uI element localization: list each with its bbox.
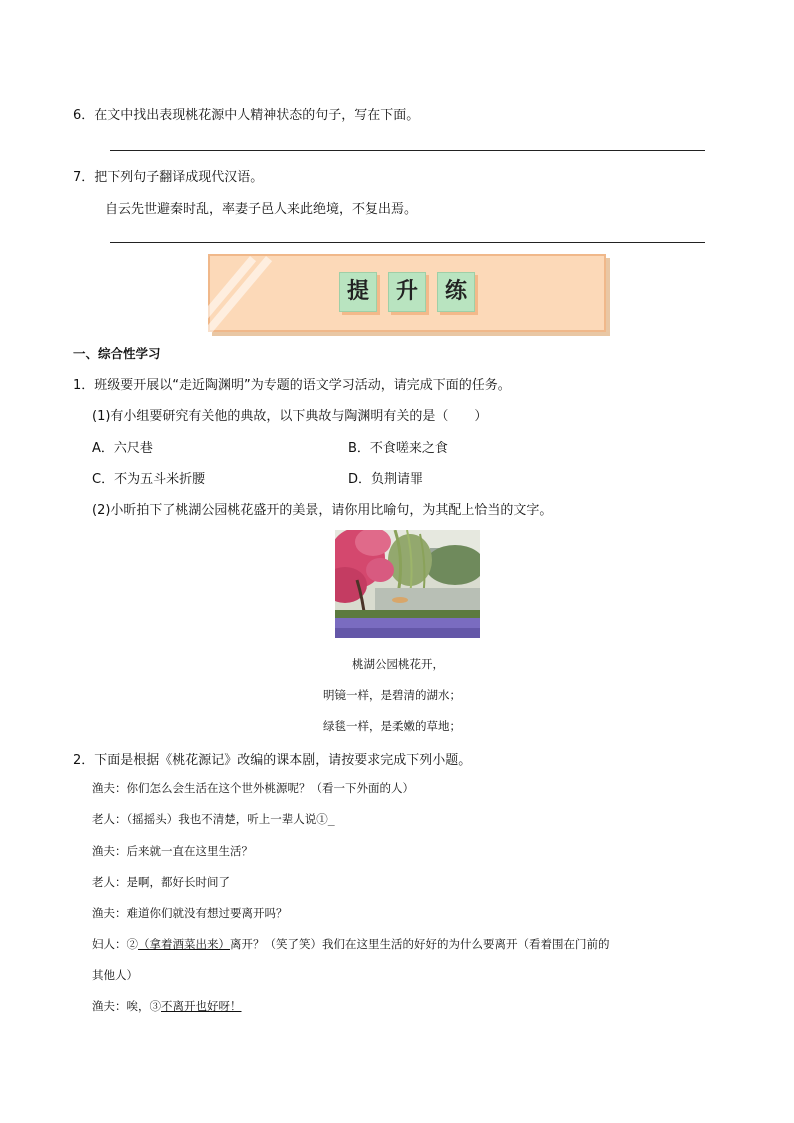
script-line-2 [92,811,335,827]
question-7 [73,166,263,185]
script-line-1: 渔夫：你们怎么会生活在这个世外桃源呢？（看一下外面的人） [92,781,414,795]
option-b[interactable]: B．不食嗟来之食 [348,441,448,456]
task-1-sub-2: (2)小昕拍下了桃湖公园桃花盛开的美景，请你用比喻句，为其配上恰当的文字。 [92,503,553,518]
question-7-sentence: 自云先世避秦时乱，率妻子邑人来此绝境，不复出焉。 [105,202,418,217]
script-line-3: 渔夫：后来就一直在这里生活？ [92,844,253,858]
script-line-6-speaker: 妇人：② [92,937,138,951]
task-2-text: 下面是根据《桃花源记》改编的课本剧，请按要求完成下列小题。 [94,753,472,768]
script-line-8-speaker: 渔夫：唉，③ [92,999,161,1013]
option-a[interactable]: A．六尺巷 [92,441,153,456]
task-1-text: 班级要开展以“走近陶渊明”为专题的语文学习活动，请完成下面的任务。 [94,378,511,393]
script-line-6-text: 离开？（笑了笑）我们在这里生活的好好的为什么要离开（看着围在门前的 [230,937,610,951]
answer-line-7[interactable] [110,242,705,243]
task-1 [73,374,511,393]
question-6-number: 6． [73,108,95,123]
banner-char-3: 练 [437,272,475,312]
script-line-6 [92,936,610,952]
script-line-2-text: 老人：（摇摇头）我也不清楚，听上一辈人说① [92,812,328,826]
task-1-sub-1: (1)有小组要研究有关他的典故，以下典故与陶渊明有关的是（ ） [92,409,488,424]
answer-line-6[interactable] [110,150,705,151]
poem-line-3: 绿毯一样，是柔嫩的草地； [323,719,461,733]
script-line-4: 老人：是啊，都好长时间了 [92,875,230,889]
underlined-stage-direction: （拿着酒菜出来） [138,937,230,951]
task-1-number: 1． [73,378,95,393]
option-d[interactable]: D．负荆请罪 [348,472,424,487]
task-2 [73,749,471,768]
question-7-text: 把下列句子翻译成现代汉语。 [94,170,264,185]
banner-char-2: 升 [388,272,426,312]
question-6-text: 在文中找出表现桃花源中人精神状态的句子，写在下面。 [94,108,420,123]
question-7-number: 7． [73,170,95,185]
question-6 [73,104,419,123]
banner-char-1: 提 [339,272,377,312]
section-banner [208,254,606,332]
script-line-7: 其他人） [92,968,138,982]
underlined-line-3: 不离开也好呀！ [161,999,242,1013]
blank-1[interactable]: _ [327,812,335,826]
poem-line-1: 桃湖公园桃花开， [352,657,444,671]
poem-line-2: 明镜一样，是碧清的湖水； [323,688,461,702]
script-line-5: 渔夫：难道你们就没有想过要离开吗？ [92,906,288,920]
script-line-8 [92,998,242,1014]
task-2-number: 2． [73,753,95,768]
option-c[interactable]: C．不为五斗米折腰 [92,472,206,487]
peach-blossom-photo [335,530,480,638]
section-title: 一、综合性学习 [73,346,161,361]
